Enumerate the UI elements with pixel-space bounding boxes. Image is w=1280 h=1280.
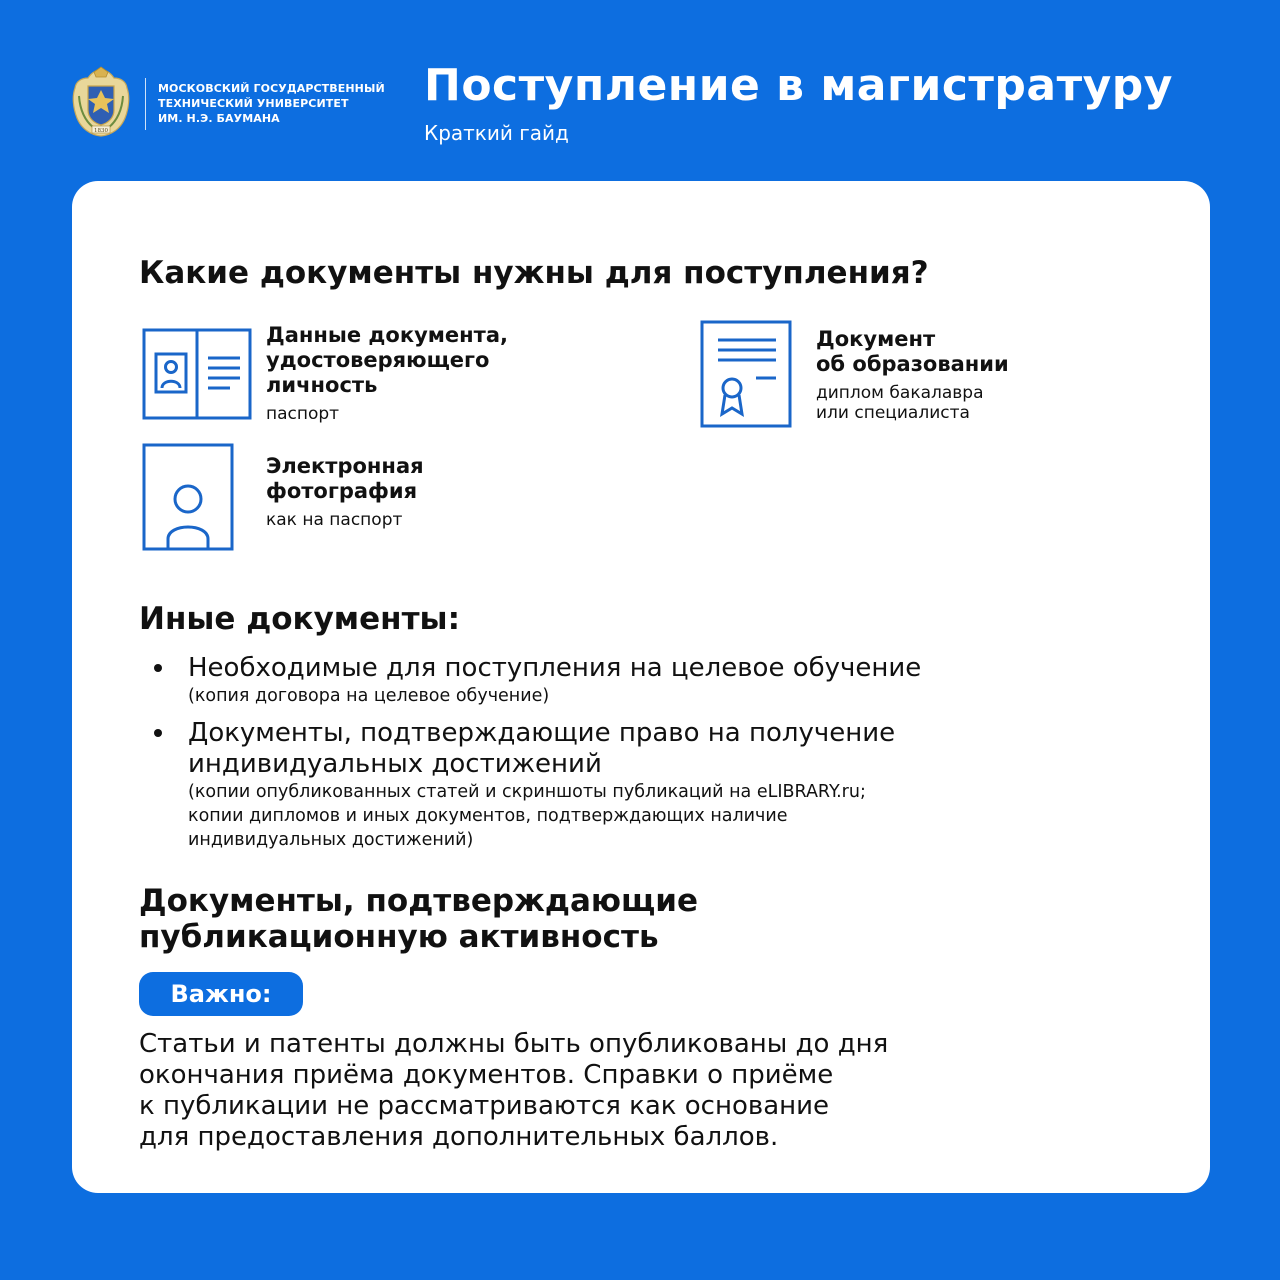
- paragraph-line: к публикации не рассматриваются как основание: [139, 1091, 830, 1121]
- header: [0, 0, 1280, 180]
- university-line: ИМ. Н.Э. БАУМАНА: [158, 112, 280, 125]
- important-badge: Важно:: [139, 972, 303, 1016]
- paragraph-line: окончания приёма документов. Справки о приёме: [139, 1060, 834, 1090]
- bullet-main-line: Необходимые для поступления на целевое обучение: [188, 653, 922, 683]
- bullet-note-line: (копии опубликованных статей и скриншоты публикаций на eLIBRARY.ru;: [188, 782, 866, 802]
- other-docs-heading: Иные документы:: [139, 601, 460, 637]
- bullet-note-line: (копия договора на целевое обучение): [188, 686, 550, 706]
- passport-item: [266, 323, 508, 424]
- photo-item: [266, 454, 424, 530]
- logo-divider: [145, 78, 146, 130]
- publications-heading: [139, 883, 698, 955]
- other-docs-list: [154, 653, 1154, 852]
- doc-title-line: фотография: [266, 479, 418, 503]
- bullet-note-line: копии дипломов и иных документов, подтверждающих наличие: [188, 806, 788, 826]
- paragraph-line: Статьи и патенты должны быть опубликованы до дня: [139, 1029, 889, 1059]
- content-card: [72, 181, 1210, 1193]
- doc-subtitle-line: диплом бакалавра: [816, 383, 984, 403]
- required-docs-heading: Какие документы нужны для поступления?: [139, 255, 929, 291]
- diploma-icon: [700, 320, 792, 428]
- passport-icon: [142, 328, 252, 420]
- doc-subtitle: как на паспорт: [266, 510, 403, 530]
- university-line: МОСКОВСКИЙ ГОСУДАРСТВЕННЫЙ: [158, 82, 385, 95]
- photo-icon: [142, 443, 234, 551]
- bullet-main-line: Документы, подтверждающие право на получение: [188, 718, 896, 748]
- doc-title-line: личность: [266, 373, 378, 397]
- bullet-main-line: индивидуальных достижений: [188, 749, 602, 779]
- bullet-dot: [154, 664, 162, 672]
- university-emblem-icon: [70, 66, 132, 138]
- university-name: [158, 81, 385, 126]
- publications-heading-line: публикационную активность: [139, 919, 659, 955]
- doc-title-line: об образовании: [816, 352, 1009, 376]
- list-item: [154, 718, 1154, 852]
- diploma-item: [816, 327, 1009, 423]
- doc-subtitle: паспорт: [266, 404, 340, 424]
- publications-heading-line: Документы, подтверждающие: [139, 883, 699, 919]
- emblem-year: 1830: [94, 128, 108, 134]
- paragraph-line: для предоставления дополнительных баллов.: [139, 1122, 779, 1152]
- doc-title-line: Электронная: [266, 454, 424, 478]
- page-subtitle: Краткий гайд: [424, 121, 569, 145]
- doc-title-line: удостоверяющего: [266, 348, 490, 372]
- bullet-note-line: индивидуальных достижений): [188, 830, 474, 850]
- bullet-dot: [154, 729, 162, 737]
- list-item: [154, 653, 1154, 708]
- doc-subtitle-line: или специалиста: [816, 403, 970, 423]
- university-line: ТЕХНИЧЕСКИЙ УНИВЕРСИТЕТ: [158, 97, 349, 110]
- doc-title-line: Документ: [816, 327, 936, 351]
- doc-title-line: Данные документа,: [266, 323, 509, 347]
- publications-paragraph: [139, 1029, 1159, 1153]
- page-title: Поступление в магистратуру: [424, 60, 1173, 111]
